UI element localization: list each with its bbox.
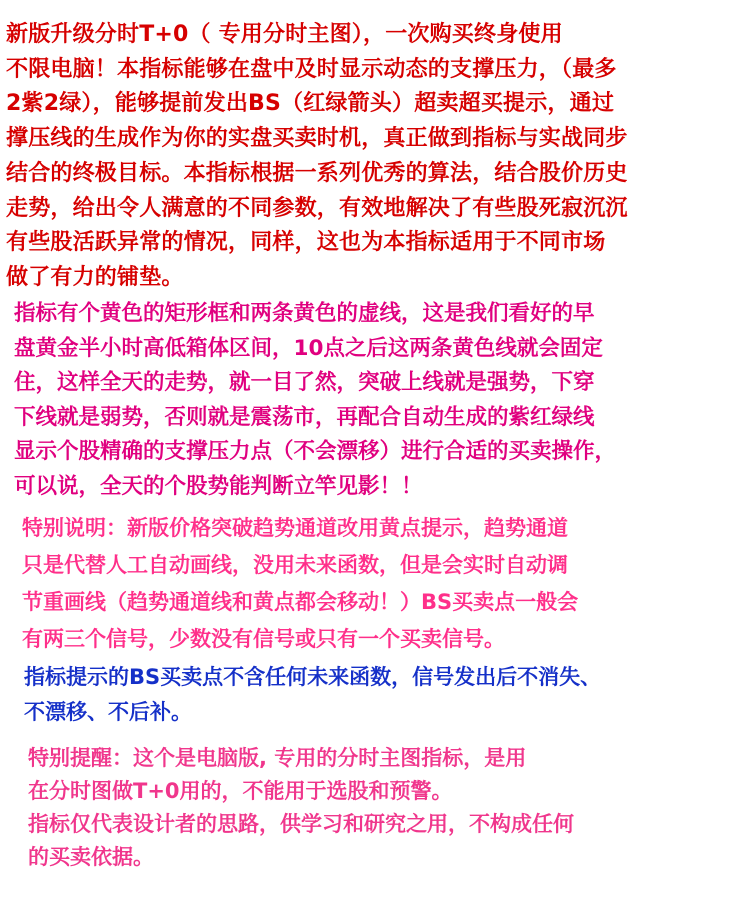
special-note-line: 节重画线（趋势通道线和黄点都会移动！）BS买卖点一般会 — [22, 590, 579, 614]
special-note-line: 特别说明：新版价格突破趋势通道改用黄点提示，趋势通道 — [22, 516, 568, 540]
reminder-line: 在分时图做T+0用的，不能用于选股和预警。 — [28, 779, 453, 803]
box-range-line: 显示个股精确的支撑压力点（不会漂移）进行合适的买卖操作， — [14, 439, 617, 465]
reminder-paragraph — [28, 742, 574, 874]
box-range-line: 指标有个黄色的矩形框和两条黄色的虚线，这是我们看好的早 — [14, 301, 595, 326]
intro-line: 走势，给出令人满意的不同参数，有效地解决了有些股死寂沉沉 — [6, 195, 628, 221]
box-range-line: 住，这样全天的走势，就一目了然，突破上线就是强势，下穿 — [14, 370, 595, 396]
special-note-paragraph — [22, 510, 578, 658]
reminder-line: 指标仅代表设计者的思路，供学习和研究之用，不构成任何 — [28, 812, 574, 836]
intro-line: 有些股活跃异常的情况，同样，这也为本指标适用于不同市场 — [6, 230, 606, 256]
reminder-line: 特别提醒：这个是电脑版, 专用的分时主图指标，是用 — [28, 746, 527, 770]
box-range-line: 可以说，全天的个股势能判断立竿见影！！ — [14, 473, 423, 499]
signal-line: 不漂移、不后补。 — [24, 700, 192, 724]
box-range-line: 下线就是弱势，否则就是震荡市，再配合自动生成的紫红绿线 — [14, 404, 595, 430]
intro-line: 做了有力的铺垫。 — [6, 264, 184, 290]
intro-line: 不限电脑！本指标能够在盘中及时显示动态的支撑压力，（最多 — [6, 56, 617, 82]
intro-line: 撑压线的生成作为你的实盘买卖时机，真正做到指标与实战同步 — [6, 126, 628, 152]
box-range-paragraph — [14, 297, 616, 505]
intro-paragraph — [6, 18, 628, 296]
signal-line: 指标提示的BS买卖点不含任何未来函数，信号发出后不消失、 — [24, 665, 602, 689]
special-note-line: 只是代替人工自动画线，没用未来函数，但是会实时自动调 — [22, 553, 568, 577]
intro-line: 2紫2绿），能够提前发出BS（红绿箭头）超卖超买提示，通过 — [6, 91, 615, 117]
special-note-line: 有两三个信号，少数没有信号或只有一个买卖信号。 — [22, 627, 505, 651]
intro-line: 新版升级分时T+0（ 专用分时主图），一次购买终身使用 — [6, 22, 563, 47]
reminder-line: 的买卖依据。 — [28, 845, 154, 869]
box-range-line: 盘黄金半小时高低箱体区间，10点之后这两条黄色线就会固定 — [14, 335, 603, 361]
signal-paragraph — [24, 660, 601, 730]
intro-line: 结合的终极目标。本指标根据一系列优秀的算法，结合股价历史 — [6, 160, 628, 186]
